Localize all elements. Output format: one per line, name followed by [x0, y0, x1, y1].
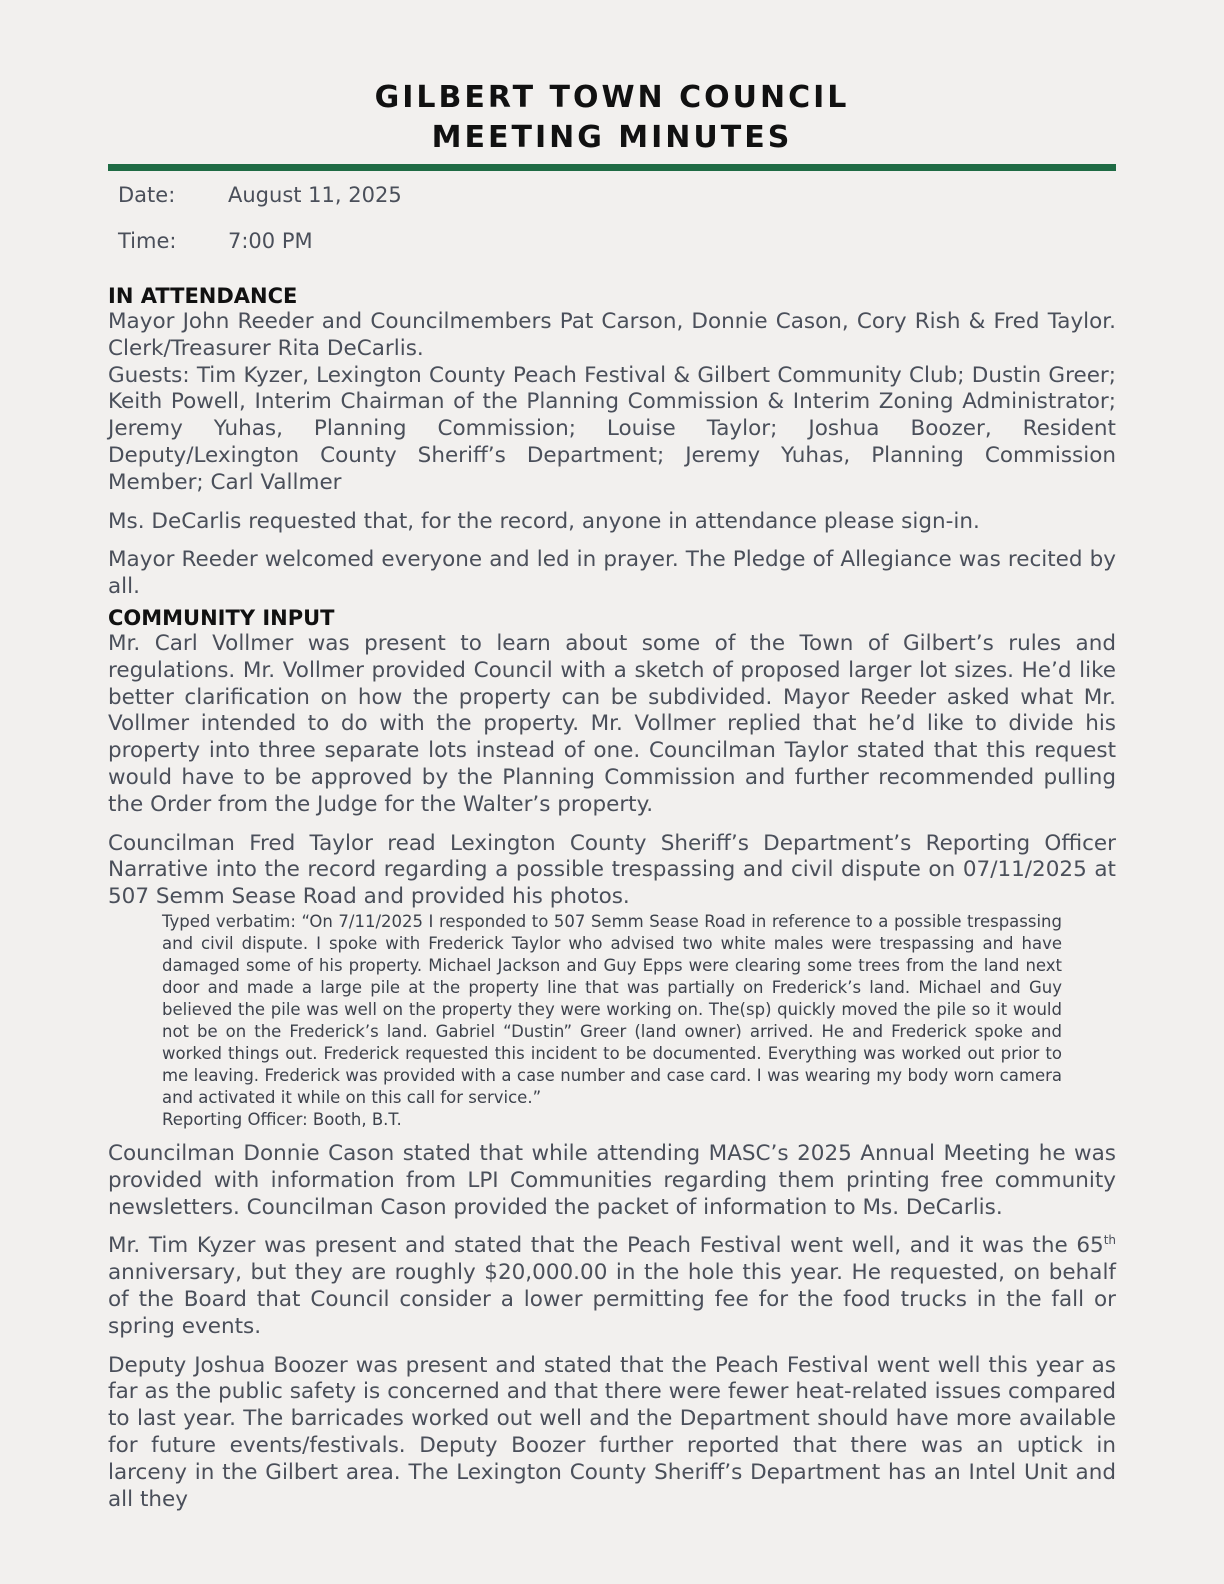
community-section	[108, 605, 1116, 1513]
community-heading: COMMUNITY INPUT	[108, 605, 335, 630]
boozer-paragraph: Deputy Joshua Boozer was present and stated that the Peach Festival went well this year as far as the public safety is concerned and that there were fewer heat-related issues compared to last year. The barricades worked out well and the Department should have more available for future events/festivals. Deputy Boozer further reported that there was an uptick in larceny in the Gilbert area. The Lexington County Sheriff’s Department has an Intel Unit and all they	[108, 1352, 1116, 1512]
attendance-guests: Guests: Tim Kyzer, Lexington County Peach Festival & Gilbert Community Club; Dustin Greer; Keith Powell, Interim Chairman of the Planning Commission & Interim Zoning Administrator; Jeremy Yuhas, Planning Commission; Louise Taylor; Joshua Boozer, Resident Deputy/Lexington County Sheriff’s Department; Jeremy Yuhas, Planning Commission Member; Carl Vallmer	[108, 362, 1116, 495]
kyzer-text-after: anniversary, but they are roughly $20,000.00 in the hole this year. He requested, on behalf of the Board that Council consider a lower permitting fee for the food trucks in the fall or spring events.	[108, 1260, 1116, 1339]
kyzer-superscript: th	[1103, 1233, 1116, 1248]
title-line-1: GILBERT TOWN COUNCIL	[374, 80, 850, 115]
attendance-council: Mayor John Reeder and Councilmembers Pat Carson, Donnie Cason, Cory Rish & Fred Taylor. Clerk/Treasurer Rita DeCarlis.	[108, 309, 1116, 361]
kyzer-paragraph	[108, 1233, 1116, 1340]
meeting-meta	[108, 183, 1116, 275]
kyzer-text-before: Mr. Tim Kyzer was present and stated that the Peach Festival went well, and it was the 65	[108, 1233, 1104, 1259]
date-label: Date:	[118, 183, 176, 207]
quote-officer: Reporting Officer: Booth, B.T.	[162, 1109, 402, 1129]
attendance-section	[108, 283, 1116, 601]
document-title	[108, 78, 1116, 158]
vollmer-paragraph: Mr. Carl Vollmer was present to learn about some of the Town of Gilbert’s rules and regulations. Mr. Vollmer provided Council with a sketch of proposed larger lot sizes. He’d like better clarification on how the property can be subdivided. Mayor Reeder asked what Mr. Vollmer intended to do with the property. Mr. Vollmer replied that he’d like to divide his property into three separate lots instead of one. Councilman Taylor stated that this request would have to be approved by the Planning Commission and further recommended pulling the Order from the Judge for the Walter’s property.	[108, 630, 1116, 817]
officer-narrative-quote	[162, 911, 1062, 1131]
title-divider	[108, 164, 1116, 171]
date-row	[108, 183, 1116, 229]
cason-paragraph: Councilman Donnie Cason stated that while attending MASC’s 2025 Annual Meeting he was provided with information from LPI Communities regarding them printing free community newsletters. Councilman Cason provided the packet of information to Ms. DeCarlis.	[108, 1140, 1116, 1220]
quote-text: Typed verbatim: “On 7/11/2025 I responded to 507 Semm Sease Road in reference to a possible trespassing and civil dispute. I spoke with Frederick Taylor who advised two white males were trespassing and have damaged some of his property. Michael Jackson and Guy Epps were clearing some trees from the land next door and made a large pile at the property line that was partially on Frederick’s land. Michael and Guy believed the pile was well on the property they were working on. The(sp) quickly moved the pile so it would not be on the Frederick’s land. Gabriel “Dustin” Greer (land owner) arrived. He and Frederick spoke and worked things out. Frederick requested this incident to be documented. Everything was worked out prior to me leaving. Frederick was provided with a case number and case card. I was wearing my body worn camera and activated it while on this call for service.”	[162, 911, 1062, 1107]
minutes-page	[108, 0, 1116, 1525]
date-value: August 11, 2025	[228, 183, 402, 207]
time-label: Time:	[118, 229, 177, 253]
taylor-paragraph: Councilman Fred Taylor read Lexington County Sheriff’s Department’s Reporting Officer Narrative into the record regarding a possible trespassing and civil dispute on 07/11/2025 at 507 Semm Sease Road and provided his photos.	[108, 830, 1116, 910]
title-line-2: MEETING MINUTES	[431, 120, 793, 155]
time-row	[108, 229, 1116, 275]
attendance-heading: IN ATTENDANCE	[108, 284, 298, 308]
time-value: 7:00 PM	[228, 229, 313, 253]
welcome-paragraph: Mayor Reeder welcomed everyone and led in prayer. The Pledge of Allegiance was recited by all.	[108, 547, 1116, 600]
signin-paragraph: Ms. DeCarlis requested that, for the record, anyone in attendance please sign-in.	[108, 508, 980, 534]
